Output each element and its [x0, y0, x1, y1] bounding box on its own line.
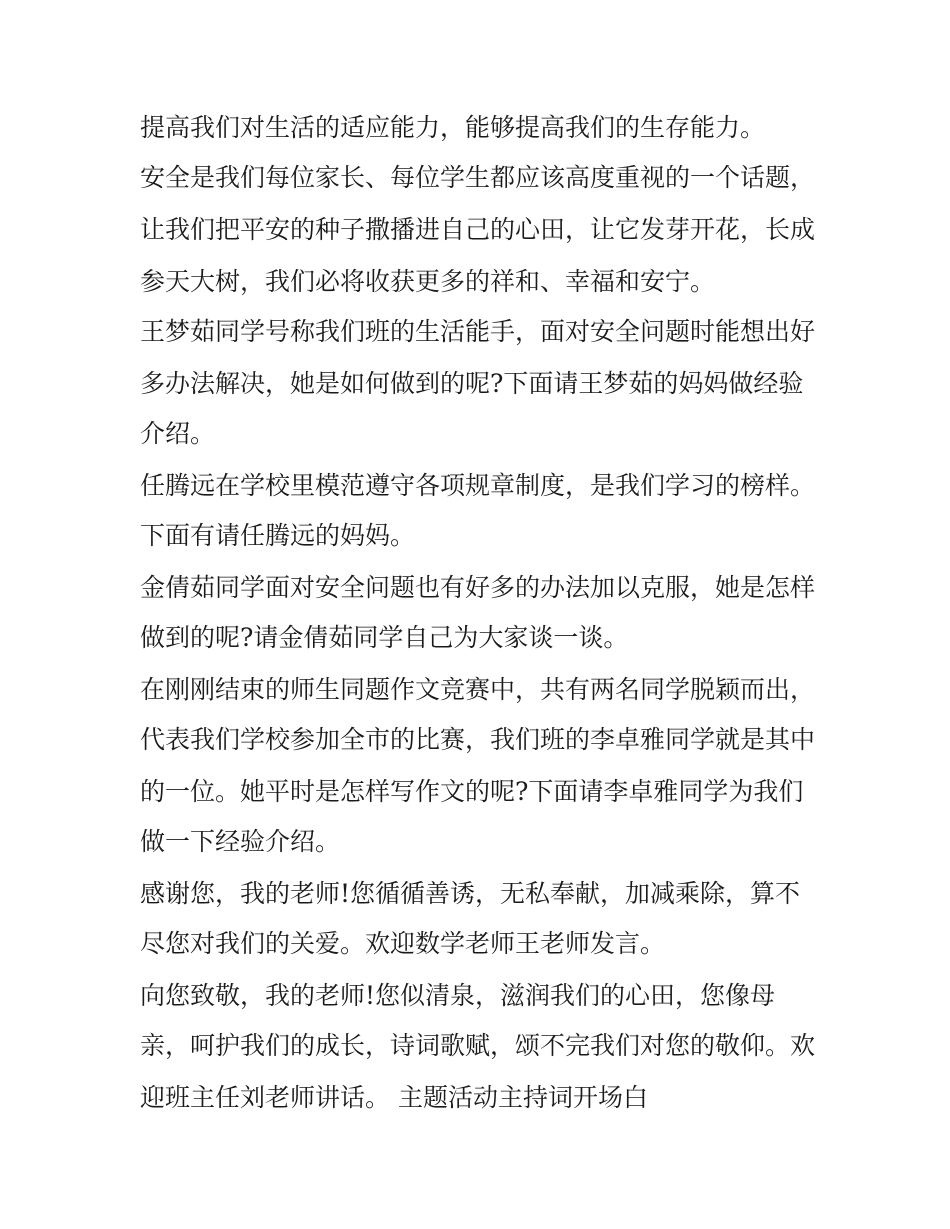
- text-line-17: 尽您对我们的关爱。欢迎数学老师王老师发言。: [140, 929, 666, 958]
- text-line-3: 让我们把平安的种子撒播进自己的心田，让它发芽开花，长成: [140, 215, 816, 244]
- text-line-1: 提高我们对生活的适应能力，能够提高我们的生存能力。: [140, 113, 766, 142]
- text-line-14: 的一位。她平时是怎样写作文的呢?下面请李卓雅同学为我们: [140, 777, 804, 806]
- text-line-5: 王梦茹同学号称我们班的生活能手，面对安全问题时能想出好: [140, 317, 816, 346]
- text-line-6: 多办法解决，她是如何做到的呢?下面请王梦茹的妈妈做经验: [140, 369, 804, 398]
- text-line-8: 任腾远在学校里模范遵守各项规章制度，是我们学习的榜样。: [140, 471, 816, 500]
- text-line-18: 向您致敬，我的老师!您似清泉，滋润我们的心田，您像母: [140, 981, 776, 1010]
- text-line-12: 在刚刚结束的师生同题作文竞赛中，共有两名同学脱颖而出，: [140, 675, 816, 704]
- text-line-7: 介绍。: [140, 419, 216, 448]
- text-line-11: 做到的呢?请金倩茹同学自己为大家谈一谈。: [140, 623, 629, 652]
- text-line-9: 下面有请任腾远的妈妈。: [140, 521, 416, 550]
- text-line-19: 亲，呵护我们的成长，诗词歌赋，颂不完我们对您的敬仰。欢: [140, 1031, 816, 1060]
- text-line-2: 安全是我们每位家长、每位学生都应该高度重视的一个话题，: [140, 163, 816, 192]
- text-line-20: 迎班主任刘老师讲话。 主题活动主持词开场白: [140, 1083, 648, 1112]
- text-line-4: 参天大树，我们必将收获更多的祥和、幸福和安宁。: [140, 267, 716, 296]
- text-line-10: 金倩茹同学面对安全问题也有好多的办法加以克服，她是怎样: [140, 573, 816, 602]
- text-line-16: 感谢您，我的老师!您循循善诱，无私奉献，加减乘除，算不: [140, 879, 801, 908]
- text-line-13: 代表我们学校参加全市的比赛，我们班的李卓雅同学就是其中: [140, 725, 816, 754]
- text-line-15: 做一下经验介绍。: [140, 827, 341, 856]
